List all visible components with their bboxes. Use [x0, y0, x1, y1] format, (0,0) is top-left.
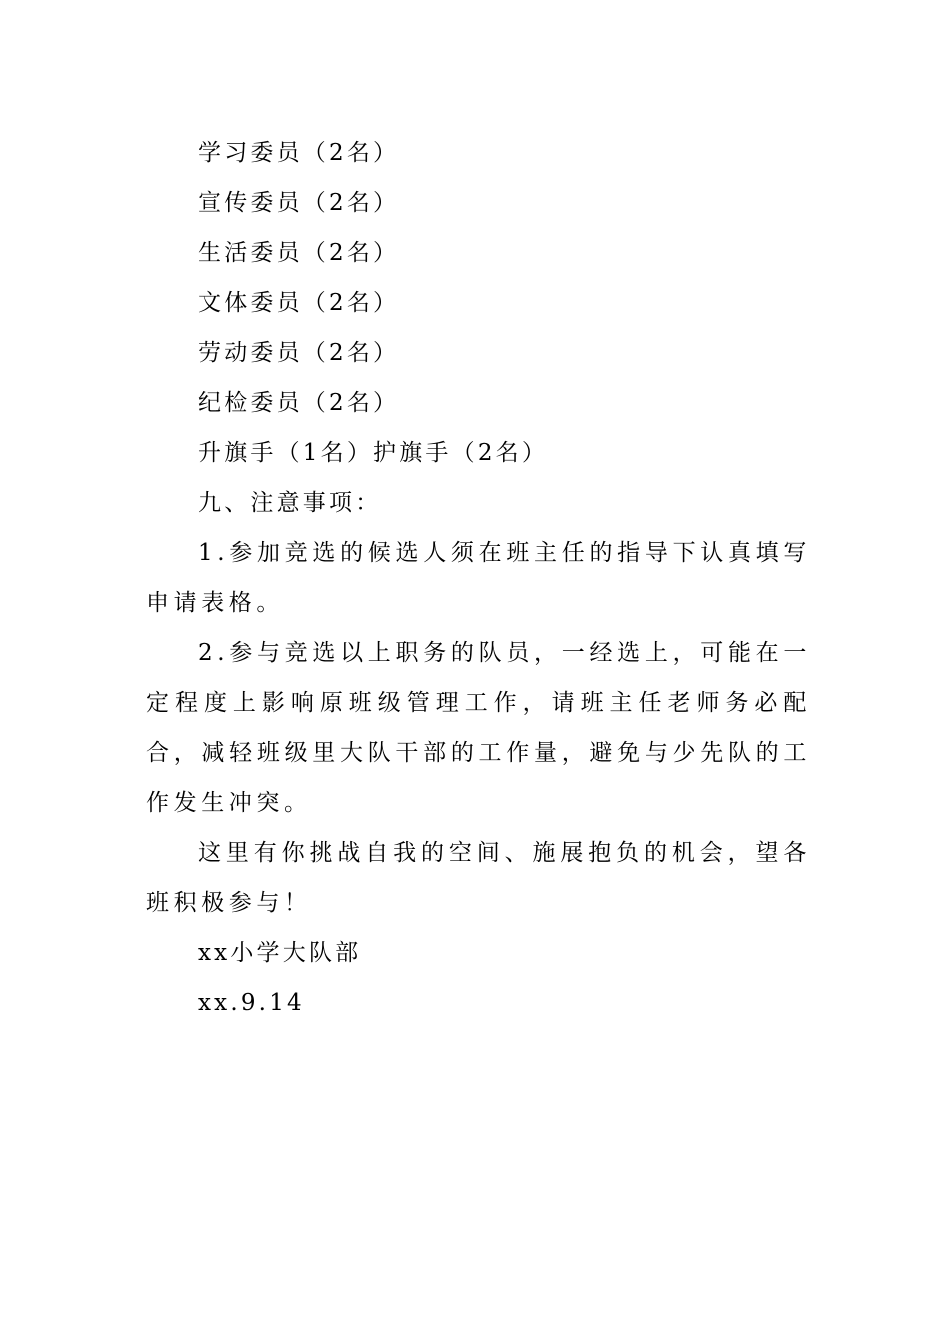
closing-paragraph: 这里有你挑战自我的空间、施展抱负的机会，望各班积极参与！ [146, 840, 811, 916]
signature: xx小学大队部 [198, 940, 362, 966]
document-body [146, 128, 811, 1028]
note-1: 1.参加竞选的候选人须在班主任的指导下认真填写申请表格。 [146, 540, 811, 616]
note-2: 2.参与竞选以上职务的队员，一经选上，可能在一定程度上影响原班级管理工作，请班主任老师务必配合，减轻班级里大队干部的工作量，避免与少先队的工作发生冲突。 [146, 640, 811, 816]
position-study-committee: 学习委员（2名） [198, 140, 400, 166]
position-flag-team: 升旗手（1名）护旗手（2名） [198, 440, 549, 466]
position-publicity-committee: 宣传委员（2名） [198, 190, 400, 216]
position-life-committee: 生活委员（2名） [198, 240, 400, 266]
position-labor-committee: 劳动委员（2名） [198, 340, 400, 366]
notes-heading: 九、注意事项： [198, 490, 382, 516]
date: xx.9.14 [198, 990, 305, 1016]
position-sports-committee: 文体委员（2名） [198, 290, 400, 316]
position-discipline-committee: 纪检委员（2名） [198, 390, 400, 416]
